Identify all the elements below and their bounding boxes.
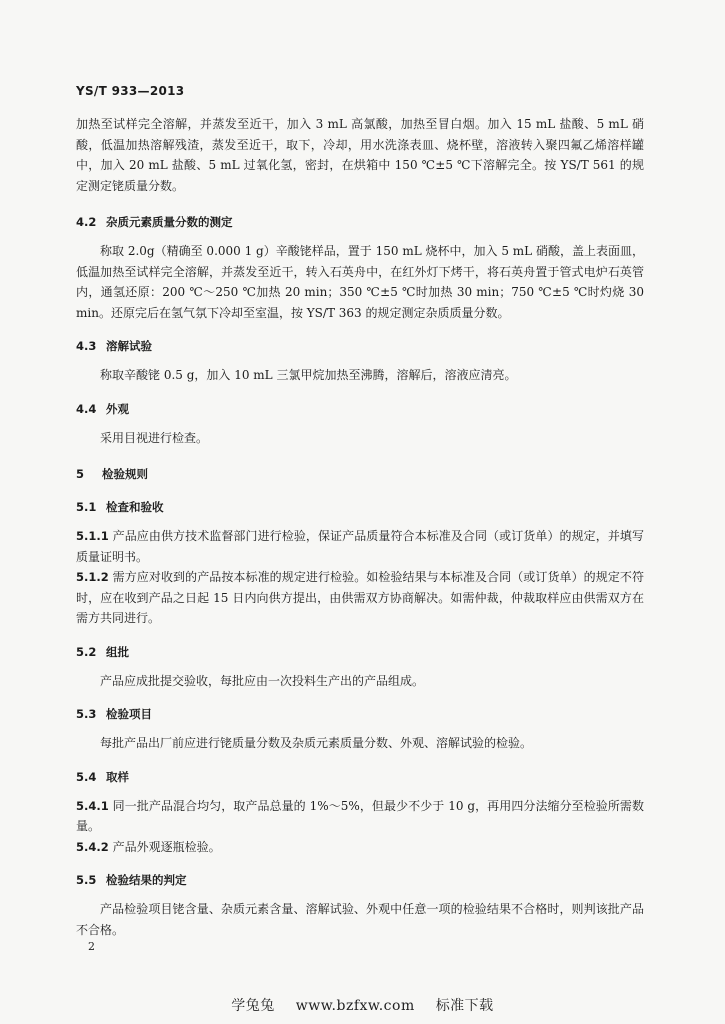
section-number: 4.4 [76,401,97,416]
clause-number: 5.4.1 [76,798,109,813]
standard-code: YS/T 933—2013 [76,84,185,98]
clause-text: 需方应对收到的产品按本标准的规定进行检验。如检验结果与本标准及合同（或订货单）的规定不符时，应在收到产品之日起 15 日内向供方提出，由供需双方协商解决。如需仲裁，仲裁取样应由供需双方在需方共同进行。 [76,570,644,625]
section-heading-4-3 [76,336,644,356]
clause-text: 产品外观逐瓶检验。 [112,839,221,854]
section-heading-5-4 [76,767,644,787]
watermark-url[interactable]: www.bzfxw.com [295,998,415,1014]
section-number: 5.4 [76,769,97,784]
section-heading-4-4 [76,399,644,419]
section-number: 5.2 [76,644,97,659]
clause-number: 5.4.2 [76,839,109,854]
section-title: 溶解试验 [106,339,152,353]
section-number: 4.3 [76,339,97,353]
paragraph-4-3: 称取辛酸铑 0.5 g，加入 10 mL 三氯甲烷加热至沸腾，溶解后，溶液应清亮。 [100,368,517,382]
clause-number: 5.1.2 [76,570,109,584]
paragraph-5-4-2 [76,837,644,858]
section-heading-4-2 [76,212,644,232]
paragraph-5-4-1 [76,796,644,837]
watermark-site: 学兔兔 [231,998,275,1014]
paragraph-4-4: 采用目视进行检查。 [100,430,209,445]
clause-text: 产品应由供方技术监督部门进行检验，保证产品质量符合本标准及合同（或订货单）的规定，并填写质量证明书。 [76,529,644,564]
section-heading-5-1 [76,497,644,517]
section-title: 检验规则 [102,467,148,481]
section-number: 5 [76,467,85,481]
section-number: 5.1 [76,500,97,514]
paragraph-5-3: 每批产品出厂前应进行铑质量分数及杂质元素质量分数、外观、溶解试验的检验。 [100,736,533,750]
paragraph-5-1-2 [76,567,644,629]
section-title: 检查和验收 [106,500,164,514]
paragraph-4-2: 称取 2.0g（精确至 0.000 1 g）辛酸铑样品，置于 150 mL 烧杯中，加入 5 mL 硝酸，盖上表面皿，低温加热至试样完全溶解，并蒸发至近干，转入石英舟中，在红外灯下烤干，将石英舟置于管式电炉石英管内，通氢还原：200 ℃～250 ℃加热 20 min；350 ℃±5 ℃时加热 30 min；750 ℃±5 ℃时灼烧 30 min。还原完后在氢气氛下冷却至室温，按 YS/T 363 的规定测定杂质质量分数。 [76,244,644,320]
clause-text: 同一批产品混合均匀，取产品总量的 1%～5%，但最少不少于 10 g，再用四分法缩分至检验所需数量。 [76,798,644,833]
clause-number: 5.1.1 [76,529,109,543]
section-title: 组批 [106,644,129,659]
section-heading-5-3 [76,704,644,724]
section-heading-5 [76,464,644,484]
download-watermark [0,995,725,1015]
section-title: 检验结果的判定 [106,873,187,887]
paragraph-5-2: 产品应成批提交验收，每批应由一次投料生产出的产品组成。 [100,673,425,688]
section-title: 取样 [106,769,129,784]
section-title: 外观 [106,401,129,416]
section-number: 5.5 [76,873,97,887]
document-body [76,114,644,940]
section-number: 5.3 [76,707,97,721]
section-heading-5-2 [76,642,644,662]
page-number: 2 [88,940,95,953]
continued-paragraph: 加热至试样完全溶解，并蒸发至近干，加入 3 mL 高氯酸，加热至冒白烟。加入 15 mL 盐酸、5 mL 硝酸，低温加热溶解残渣，蒸发至近干，取下，冷却，用水洗涤表皿、烧杯壁，溶液转入聚四氟乙烯溶样罐中，加入 20 mL 盐酸、5 mL 过氧化氢，密封，在烘箱中 150 ℃±5 ℃下溶解完全。按 YS/T 561 的规定测定铑质量分数。 [76,117,644,193]
section-number: 4.2 [76,215,97,229]
section-title: 杂质元素质量分数的测定 [106,215,233,229]
section-title: 检验项目 [106,707,152,721]
watermark-label: 标准下载 [435,998,494,1014]
paragraph-5-5: 产品检验项目铑含量、杂质元素含量、溶解试验、外观中任意一项的检验结果不合格时，则判该批产品不合格。 [76,902,644,937]
section-heading-5-5 [76,870,644,890]
paragraph-5-1-1 [76,526,644,567]
